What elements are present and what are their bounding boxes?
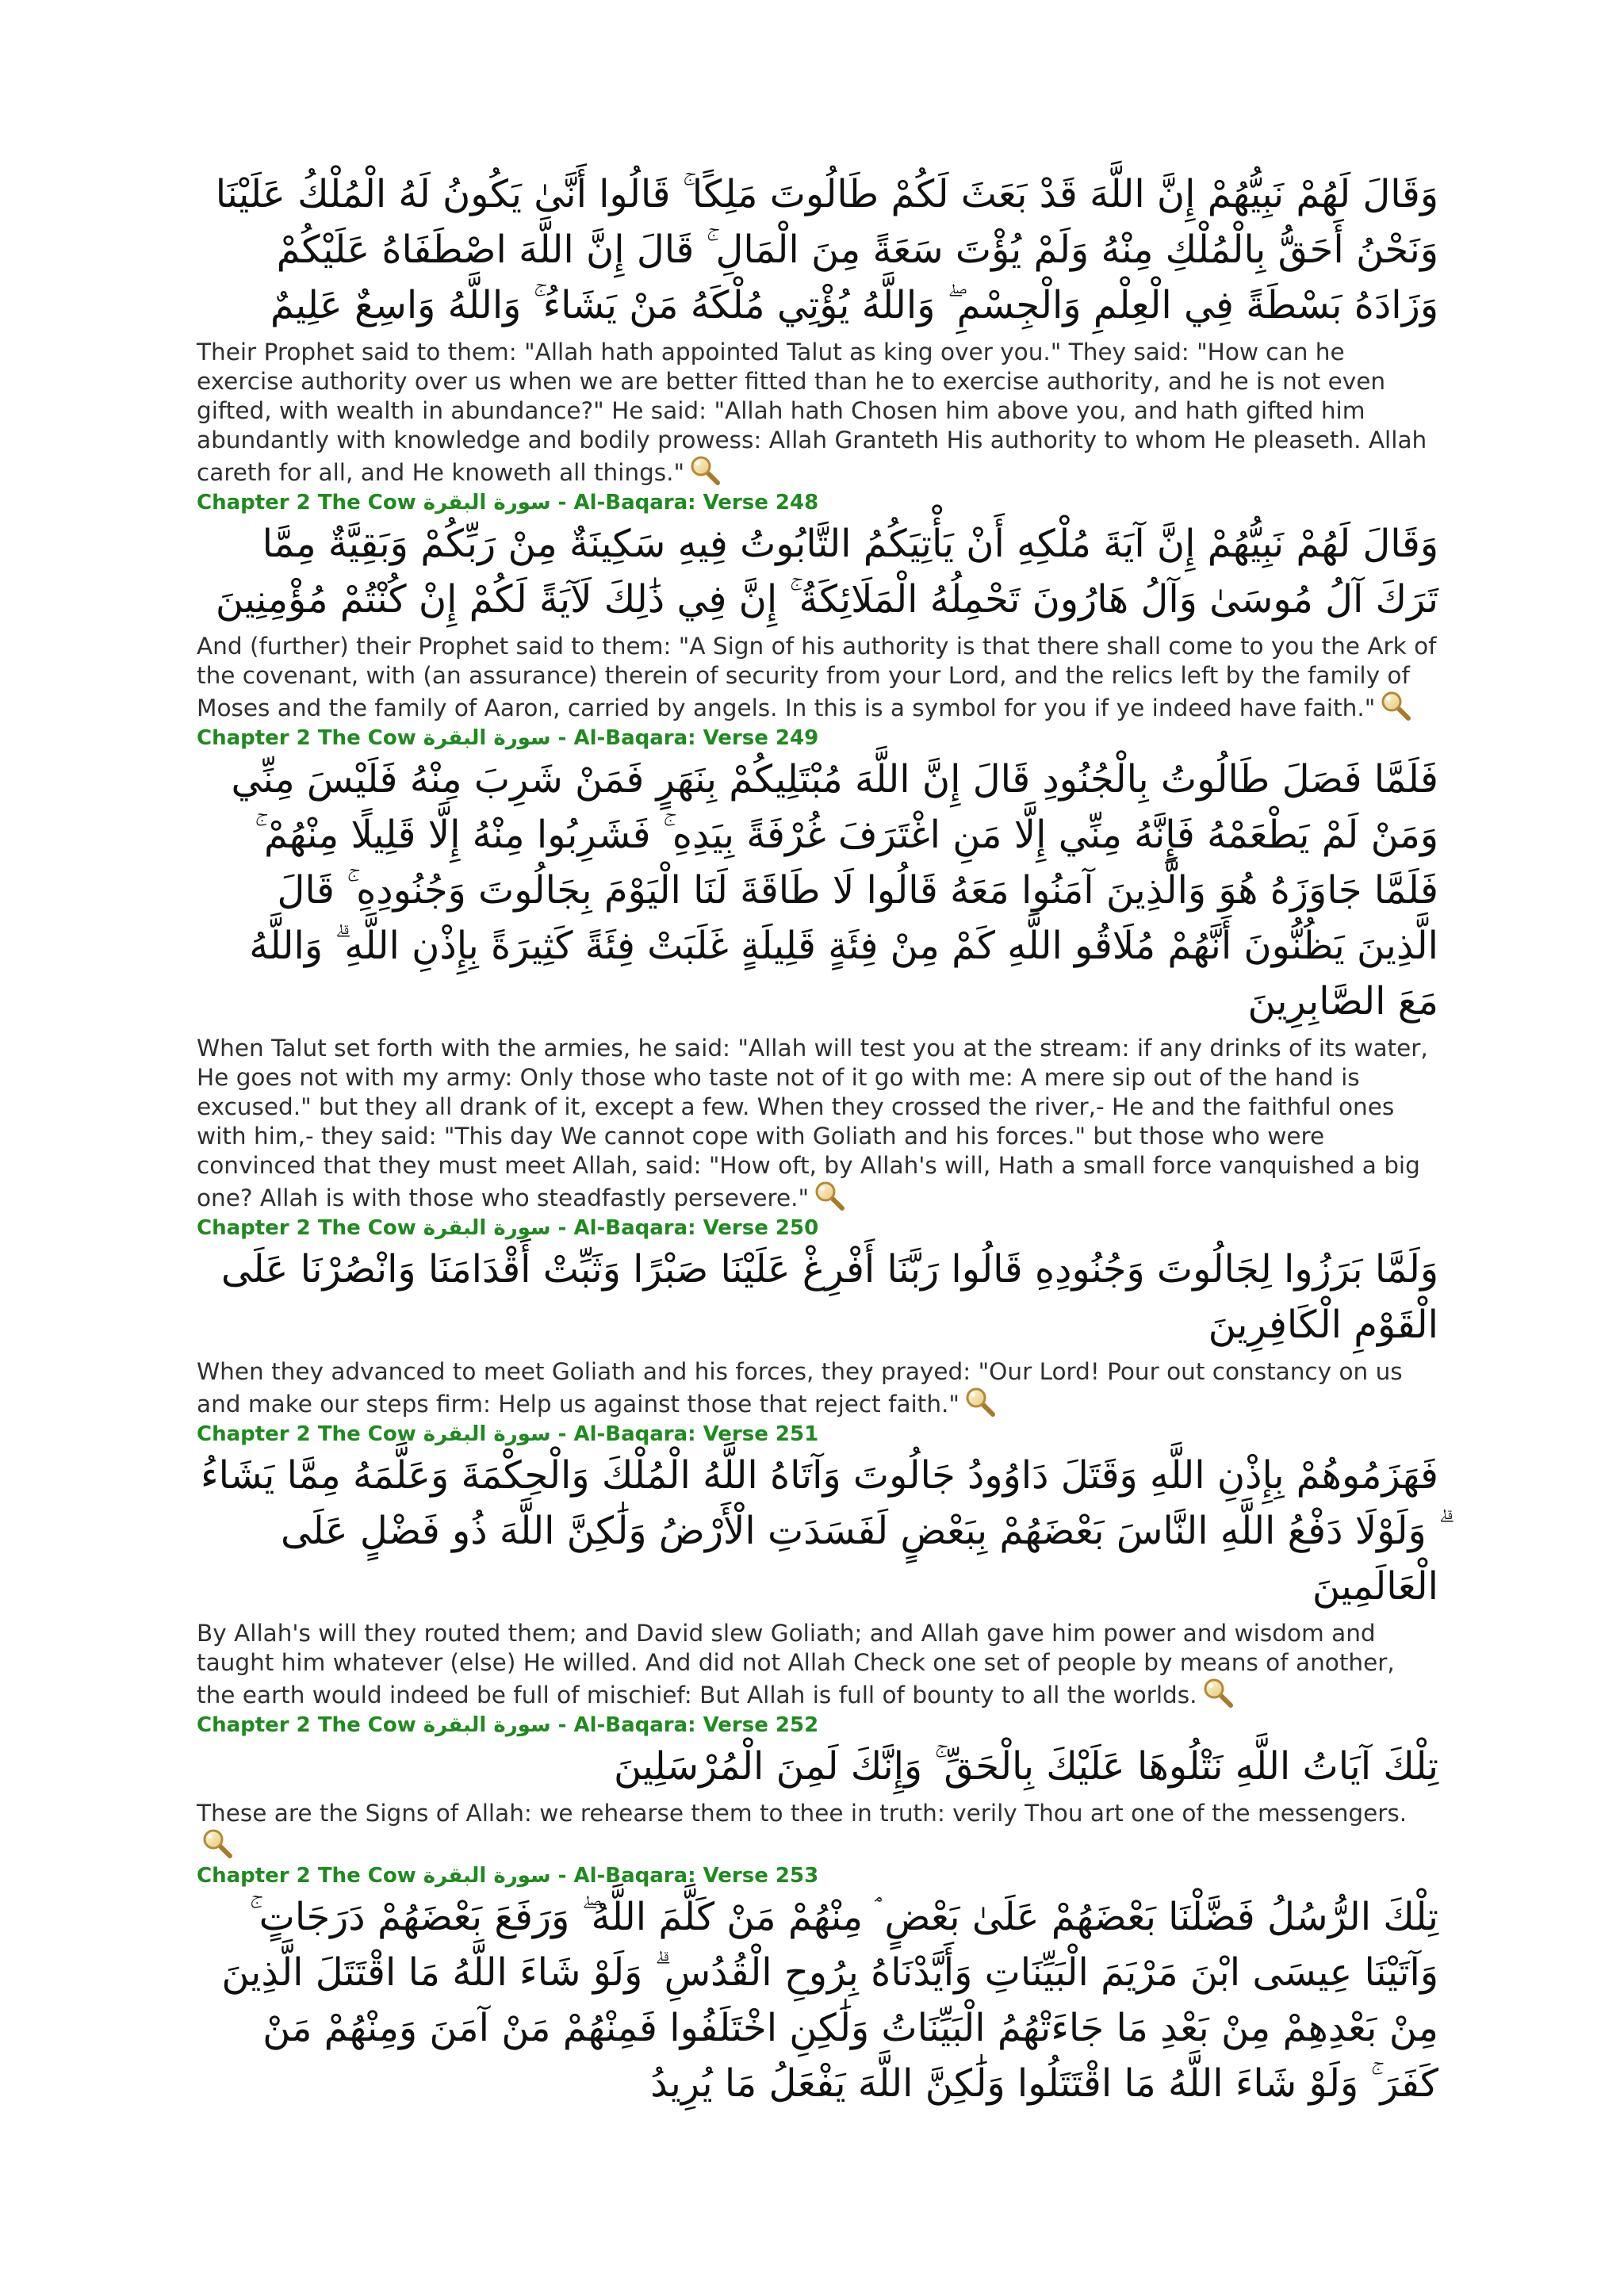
translation-body: Their Prophet said to them: "Allah hath appointed Talut as king over you." They said: "How can he exercise authority over us when we are better fitted than he to exercise authority, and he is not even gifted, with wealth in abundance?" He said: "Allah hath Chosen him above you, and hath gifted him abundantly with knowledge and bodily prowess: Allah Granteth His authority to whom He pleaseth. Allah careth for all, and He knoweth all things." <box>197 339 1427 486</box>
verse-heading <box>197 1421 1438 1448</box>
arabic-text: وَقَالَ لَهُمْ نَبِيُّهُمْ إِنَّ آيَةَ مُلْكِهِ أَنْ يَأْتِيَكُمُ التَّابُوتُ فِيهِ سَكِينَةٌ مِنْ رَبِّكُمْ وَبَقِيَّةٌ مِمَّا تَرَكَ آلُ مُوسَىٰ وَآلُ هَارُونَ تَحْمِلُهُ الْمَلَائِكَةُ ۚ إِنَّ فِي ذَٰلِكَ لَآيَةً لَكُمْ إِنْ كُنْتُمْ مُؤْمِنِينَ <box>215 522 1438 622</box>
verse-251 <box>197 1421 1438 1710</box>
heading-surah-arabic: سورة البقرة <box>423 1216 551 1240</box>
translation-text <box>197 632 1438 723</box>
translation-body: When Talut set forth with the armies, he said: "Allah will test you at the stream: if any drinks of its water, He goes not with my army: Only those who taste not of it go with me: A mere sip out of the hand is excused." but they all drank of it, except a few. When they crossed the river,- He and the faithful ones with him,- they said: "This day We cannot cope with Goliath and his forces." but those who were convinced that they must meet Allah, said: "How oft, by Allah's will, Hath a small force vanquished a big one? Allah is with those who steadfastly persevere." <box>197 1035 1428 1211</box>
verse-253 <box>197 1862 1438 2111</box>
verse-heading <box>197 1862 1438 1889</box>
verse-247-continuation <box>197 166 1438 488</box>
heading-chapter: Chapter 2 The Cow <box>197 1713 423 1737</box>
magnifier-icon[interactable] <box>201 1828 233 1858</box>
heading-chapter: Chapter 2 The Cow <box>197 1864 423 1888</box>
heading-chapter: Chapter 2 The Cow <box>197 1216 423 1240</box>
heading-surah-arabic: سورة البقرة <box>423 1713 551 1737</box>
magnifier-icon[interactable] <box>964 1387 996 1417</box>
verse-249 <box>197 725 1438 1213</box>
translation-body: These are the Signs of Allah: we rehearse them to thee in truth: verily Thou art one of the messengers. <box>197 1800 1408 1827</box>
translation-text <box>197 1034 1438 1213</box>
verse-heading <box>197 489 1438 516</box>
verse-250 <box>197 1215 1438 1419</box>
verse-heading <box>197 725 1438 752</box>
arabic-text: تِلْكَ الرُّسُلُ فَضَّلْنَا بَعْضَهُمْ عَلَىٰ بَعْضٍ ۘ مِنْهُمْ مَنْ كَلَّمَ اللَّهُ ۖ وَرَفَعَ بَعْضَهُمْ دَرَجَاتٍ ۚ وَآتَيْنَا عِيسَى ابْنَ مَرْيَمَ الْبَيِّنَاتِ وَأَيَّدْنَاهُ بِرُوحِ الْقُدُسِ ۗ وَلَوْ شَاءَ اللَّهُ مَا اقْتَتَلَ الَّذِينَ مِنْ بَعْدِهِمْ مِنْ بَعْدِ مَا جَاءَتْهُمُ الْبَيِّنَاتُ وَلَٰكِنِ اخْتَلَفُوا فَمِنْهُمْ مَنْ آمَنَ وَمِنْهُمْ مَنْ كَفَرَ ۚ وَلَوْ شَاءَ اللَّهُ مَا اقْتَتَلُوا وَلَٰكِنَّ اللَّهَ يَفْعَلُ مَا يُرِيدُ <box>221 1895 1438 2106</box>
verse-page <box>197 166 1438 2113</box>
translation-body: And (further) their Prophet said to them: "A Sign of his authority is that there shall come to you the Ark of the covenant, with (an assurance) therein of security from your Lord, and the relics left by the family of Moses and the family of Aaron, carried by angels. In this is a symbol for you if ye indeed have faith." <box>197 633 1437 721</box>
verse-heading <box>197 1712 1438 1739</box>
verse-248 <box>197 489 1438 723</box>
heading-verse: - Al-Baqara: Verse 250 <box>550 1216 819 1240</box>
translation-text <box>197 338 1438 488</box>
verse-heading <box>197 1215 1438 1242</box>
translation-text <box>197 1357 1438 1419</box>
heading-surah-arabic: سورة البقرة <box>423 1422 551 1446</box>
magnifier-icon[interactable] <box>1202 1678 1234 1708</box>
arabic-text: وَلَمَّا بَرَزُوا لِجَالُوتَ وَجُنُودِهِ قَالُوا رَبَّنَا أَفْرِغْ عَلَيْنَا صَبْرًا وَثَبِّتْ أَقْدَامَنَا وَانْصُرْنَا عَلَى الْقَوْمِ الْكَافِرِينَ <box>220 1247 1438 1347</box>
magnifier-icon[interactable] <box>1380 691 1411 721</box>
verse-252 <box>197 1712 1438 1861</box>
heading-surah-arabic: سورة البقرة <box>423 726 551 750</box>
translation-body: When they advanced to meet Goliath and his forces, they prayed: "Our Lord! Pour out constancy on us and make our steps firm: Help us against those that reject faith." <box>197 1358 1403 1418</box>
heading-verse: - Al-Baqara: Verse 251 <box>550 1422 819 1446</box>
magnifier-icon[interactable] <box>814 1181 845 1211</box>
heading-surah-arabic: سورة البقرة <box>423 1864 551 1888</box>
magnifier-icon[interactable] <box>689 455 721 485</box>
translation-text <box>197 1619 1438 1710</box>
heading-verse: - Al-Baqara: Verse 253 <box>550 1864 819 1888</box>
arabic-text: فَلَمَّا فَصَلَ طَالُوتُ بِالْجُنُودِ قَالَ إِنَّ اللَّهَ مُبْتَلِيكُمْ بِنَهَرٍ فَمَنْ شَرِبَ مِنْهُ فَلَيْسَ مِنِّي وَمَنْ لَمْ يَطْعَمْهُ فَإِنَّهُ مِنِّي إِلَّا مَنِ اغْتَرَفَ غُرْفَةً بِيَدِهِ ۚ فَشَرِبُوا مِنْهُ إِلَّا قَلِيلًا مِنْهُمْ ۚ فَلَمَّا جَاوَزَهُ هُوَ وَالَّذِينَ آمَنُوا مَعَهُ قَالُوا لَا طَاقَةَ لَنَا الْيَوْمَ بِجَالُوتَ وَجُنُودِهِ ۚ قَالَ الَّذِينَ يَظُنُّونَ أَنَّهُمْ مُلَاقُو اللَّهِ كَمْ مِنْ فِئَةٍ قَلِيلَةٍ غَلَبَتْ فِئَةً كَثِيرَةً بِإِذْنِ اللَّهِ ۗ وَاللَّهُ مَعَ الصَّابِرِينَ <box>231 757 1438 1024</box>
heading-verse: - Al-Baqara: Verse 252 <box>550 1713 819 1737</box>
arabic-text: تِلْكَ آيَاتُ اللَّهِ نَتْلُوهَا عَلَيْكَ بِالْحَقِّ ۚ وَإِنَّكَ لَمِنَ الْمُرْسَلِينَ <box>614 1744 1438 1789</box>
heading-verse: - Al-Baqara: Verse 248 <box>550 491 819 515</box>
arabic-text: وَقَالَ لَهُمْ نَبِيُّهُمْ إِنَّ اللَّهَ قَدْ بَعَثَ لَكُمْ طَالُوتَ مَلِكًا ۚ قَالُوا أَنَّىٰ يَكُونُ لَهُ الْمُلْكُ عَلَيْنَا وَنَحْنُ أَحَقُّ بِالْمُلْكِ مِنْهُ وَلَمْ يُؤْتَ سَعَةً مِنَ الْمَالِ ۚ قَالَ إِنَّ اللَّهَ اصْطَفَاهُ عَلَيْكُمْ وَزَادَهُ بَسْطَةً فِي الْعِلْمِ وَالْجِسْمِ ۖ وَاللَّهُ يُؤْتِي مُلْكَهُ مَنْ يَشَاءُ ۚ وَاللَّهُ وَاسِعٌ عَلِيمٌ <box>215 172 1438 327</box>
translation-text <box>197 1799 1438 1861</box>
heading-verse: - Al-Baqara: Verse 249 <box>550 726 819 750</box>
translation-body: By Allah's will they routed them; and David slew Goliath; and Allah gave him power and wisdom and taught him whatever (else) He willed. And did not Allah Check one set of people by means of another, the earth would indeed be full of mischief: But Allah is full of bounty to all the worlds. <box>197 1620 1395 1709</box>
heading-chapter: Chapter 2 The Cow <box>197 726 423 750</box>
heading-chapter: Chapter 2 The Cow <box>197 491 423 515</box>
arabic-text: فَهَزَمُوهُمْ بِإِذْنِ اللَّهِ وَقَتَلَ دَاوُودُ جَالُوتَ وَآتَاهُ اللَّهُ الْمُلْكَ وَالْحِكْمَةَ وَعَلَّمَهُ مِمَّا يَشَاءُ ۗ وَلَوْلَا دَفْعُ اللَّهِ النَّاسَ بَعْضَهُمْ بِبَعْضٍ لَفَسَدَتِ الْأَرْضُ وَلَٰكِنَّ اللَّهَ ذُو فَضْلٍ عَلَى الْعَالَمِينَ <box>201 1453 1438 1609</box>
heading-chapter: Chapter 2 The Cow <box>197 1422 423 1446</box>
heading-surah-arabic: سورة البقرة <box>423 491 551 515</box>
